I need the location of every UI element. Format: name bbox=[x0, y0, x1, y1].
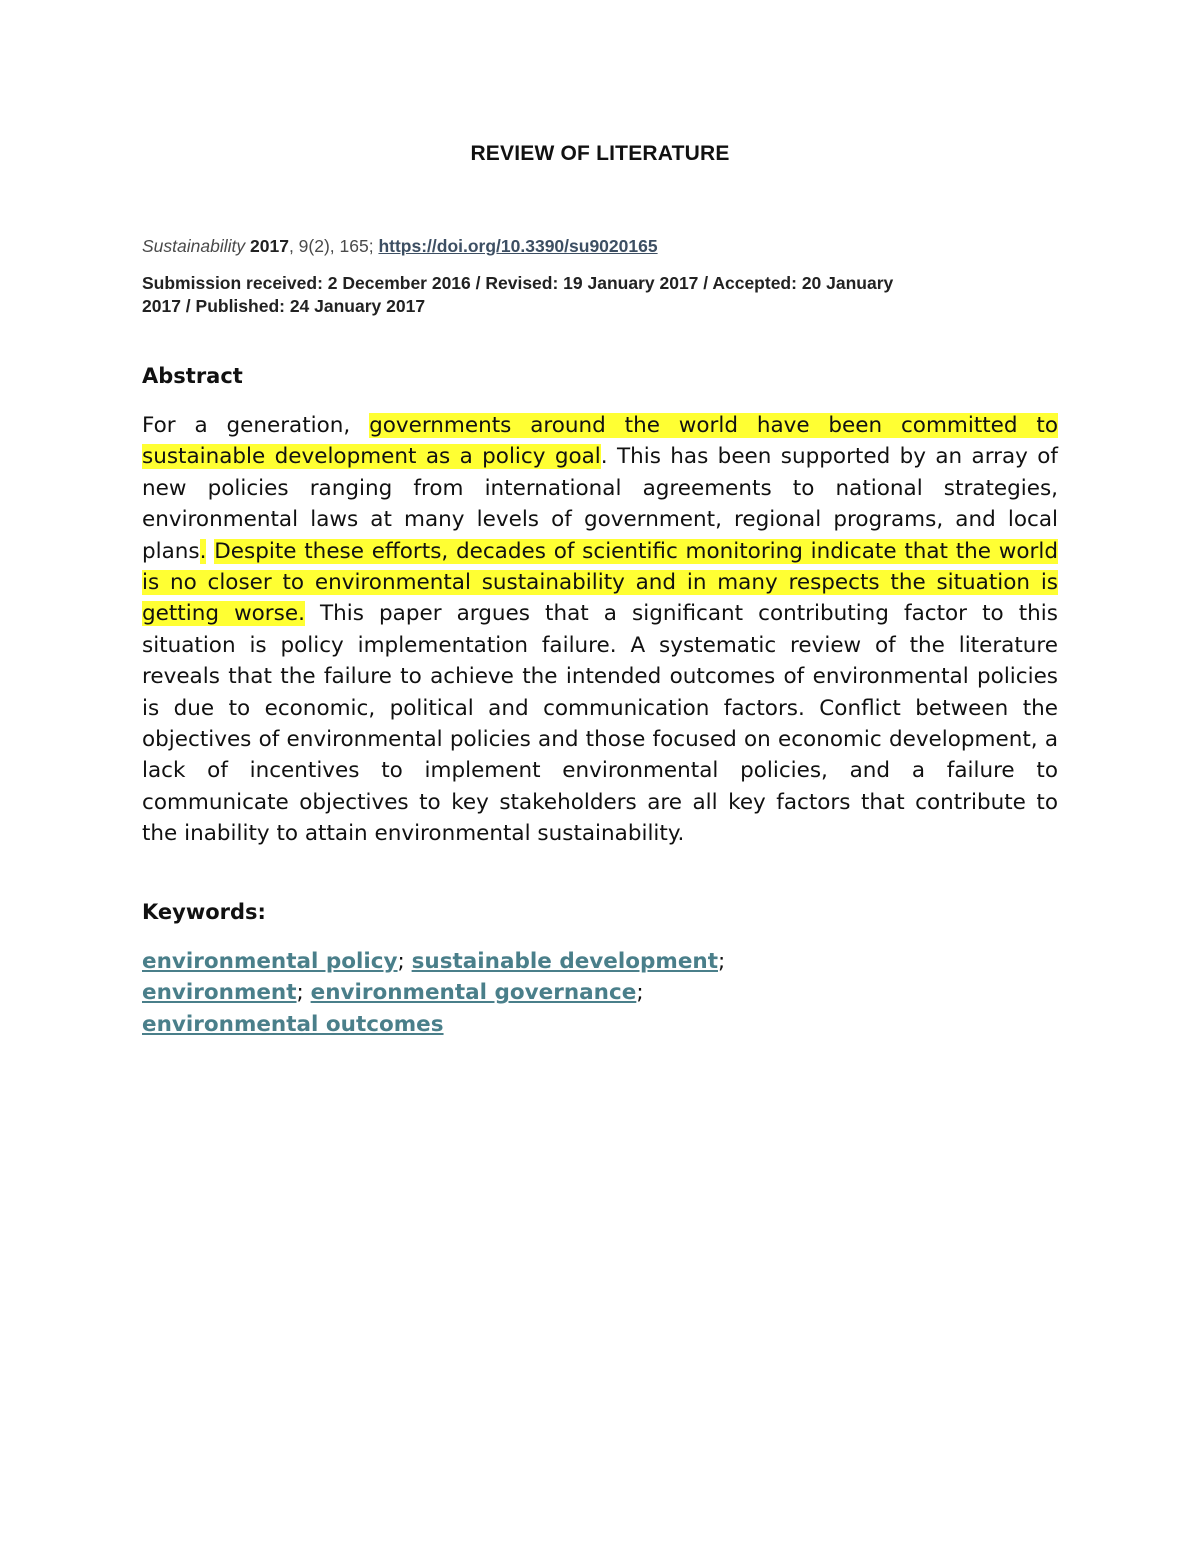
publication-year: 2017 bbox=[250, 236, 289, 256]
keyword-separator: ; bbox=[718, 949, 726, 974]
abstract-highlight-2: Despite these efforts, decades of scientific monitoring indicate that the world is no closer to environmental sustainability and in many respects the situation is getting worse. bbox=[142, 538, 1058, 627]
abstract-highlight-1: governments around the world have been committed to sustainable development as a policy goal bbox=[142, 413, 1058, 470]
keyword-link[interactable]: environmental policy bbox=[142, 949, 398, 974]
document-title: REVIEW OF LITERATURE bbox=[470, 142, 730, 165]
abstract-text-1: For a generation, bbox=[142, 413, 370, 438]
dates-line-2: 2017 / Published: 24 January 2017 bbox=[142, 296, 426, 316]
submission-dates bbox=[142, 272, 1002, 318]
keyword-link[interactable]: environmental outcomes bbox=[142, 1011, 444, 1037]
abstract-highlight-period: . bbox=[199, 538, 207, 564]
keywords-list bbox=[142, 946, 742, 1040]
abstract-heading: Abstract bbox=[142, 364, 243, 388]
citation-line bbox=[142, 236, 658, 257]
doi-link[interactable]: https://doi.org/10.3390/su9020165 bbox=[378, 236, 658, 256]
journal-name: Sustainability bbox=[142, 236, 246, 256]
keyword-separator: ; bbox=[636, 980, 644, 1006]
dates-line-1: Submission received: 2 December 2016 / Revised: 19 January 2017 / Accepted: 20 January bbox=[142, 273, 894, 293]
keyword-link[interactable]: environmental governance bbox=[310, 980, 637, 1006]
citation-details: , 9(2), 165; bbox=[288, 236, 379, 256]
keyword-separator: ; bbox=[397, 949, 412, 974]
document-page bbox=[142, 0, 1058, 1553]
keyword-link[interactable]: sustainable development bbox=[411, 949, 718, 974]
keywords-heading: Keywords: bbox=[142, 900, 266, 924]
keyword-separator: ; bbox=[296, 980, 311, 1006]
abstract-body bbox=[142, 410, 1058, 850]
abstract-text-2: . This has been supported by an array of new policies ranging from international agreements to national strategies, environmental laws at many levels of government, regional programs, and local plans bbox=[142, 444, 1058, 564]
abstract-text-4: This paper argues that a significant contributing factor to this situation is policy implementation failure. A systematic review of the literature reveals that the failure to achieve the intended outcomes of environmental policies is due to economic, political and communication factors. Conflict between the objectives of environmental policies and those focused on economic development, a lack of incentives to implement environmental policies, and a failure to communicate objectives to key stakeholders are all key factors that contribute to the inability to attain environmental sustainability. bbox=[142, 601, 1058, 847]
keyword-link[interactable]: environment bbox=[142, 980, 297, 1006]
